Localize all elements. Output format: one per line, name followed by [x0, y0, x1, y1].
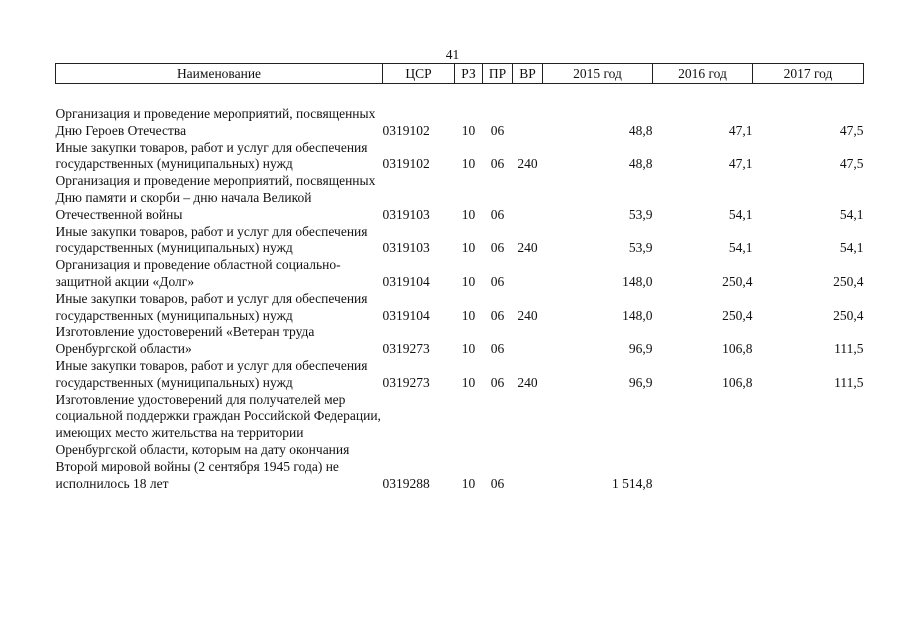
row-2015: 96,9 [628, 374, 653, 390]
row-2017 [753, 392, 864, 493]
row-2016: 47,1 [728, 122, 753, 138]
table-row [56, 358, 864, 392]
row-pr: 06 [490, 206, 505, 222]
row-2016: 47,1 [728, 156, 753, 172]
table-header-row [56, 64, 864, 84]
row-pr: 06 [490, 307, 505, 323]
row-rz: 10 [461, 240, 476, 256]
row-2015: 48,8 [628, 122, 653, 138]
row-2015: 53,9 [628, 206, 653, 222]
row-name: Изготовление удостоверений для получателей мер социальной поддержки граждан Российской Федерации, имеющих место жительства на территории Оренбургской области, которым на дату окончания Второй мировой войны (2 сентября 1945 года) не исполнилось 18 лет [55, 391, 381, 491]
row-rz: 10 [461, 273, 476, 289]
row-2017: 250,4 [833, 307, 864, 323]
row-2017: 54,1 [839, 206, 864, 222]
row-vr: 240 [517, 307, 538, 323]
row-csr: 0319103 [382, 206, 430, 222]
row-name: Иные закупки товаров, работ и услуг для обеспечения государственных (муниципальных) нужд [55, 223, 368, 256]
row-vr: 240 [517, 374, 538, 390]
table-row [56, 324, 864, 358]
row-csr: 0319104 [382, 273, 430, 289]
row-2016: 54,1 [728, 240, 753, 256]
row-pr: 06 [490, 156, 505, 172]
row-vr [513, 106, 543, 140]
table-row [56, 291, 864, 325]
row-vr [513, 324, 543, 358]
row-csr: 0319104 [382, 307, 430, 323]
row-pr: 06 [490, 341, 505, 357]
row-vr: 240 [517, 156, 538, 172]
row-pr: 06 [490, 240, 505, 256]
col-header-2015: 2015 год [543, 64, 653, 84]
row-2015: 148,0 [622, 307, 653, 323]
row-2015: 1 514,8 [612, 475, 653, 491]
row-vr: 240 [517, 240, 538, 256]
row-name: Иные закупки товаров, работ и услуг для обеспечения государственных (муниципальных) нужд [55, 357, 368, 390]
row-vr [513, 392, 543, 493]
col-header-vr: ВР [513, 64, 543, 84]
row-name: Организация и проведение мероприятий, посвященных Дню памяти и скорби – дню начала Великой Отечественной войны [55, 173, 376, 222]
row-2017: 250,4 [833, 273, 864, 289]
row-rz: 10 [461, 374, 476, 390]
col-header-name: Наименование [56, 64, 383, 84]
table-row [56, 392, 864, 493]
row-pr: 06 [490, 122, 505, 138]
row-2015: 96,9 [628, 341, 653, 357]
row-2016 [653, 392, 753, 493]
col-header-rz: РЗ [455, 64, 483, 84]
row-name: Изготовление удостоверений «Ветеран труда Оренбургской области» [55, 324, 315, 357]
row-2015: 148,0 [622, 273, 653, 289]
row-2016: 250,4 [722, 307, 753, 323]
row-rz: 10 [461, 475, 476, 491]
row-2016: 106,8 [722, 374, 753, 390]
row-csr: 0319103 [382, 240, 430, 256]
col-header-pr: ПР [483, 64, 513, 84]
row-rz: 10 [461, 156, 476, 172]
row-2016: 106,8 [722, 341, 753, 357]
row-2017: 111,5 [834, 374, 864, 390]
table-row [56, 140, 864, 174]
row-csr: 0319288 [382, 475, 430, 491]
page-number: 41 [445, 47, 460, 62]
row-csr: 0319273 [382, 341, 430, 357]
row-rz: 10 [461, 206, 476, 222]
row-vr [513, 173, 543, 223]
row-vr [513, 257, 543, 291]
row-rz: 10 [461, 122, 476, 138]
col-header-csr: ЦСР [383, 64, 455, 84]
row-2017: 54,1 [839, 240, 864, 256]
budget-table [55, 63, 864, 492]
row-2015: 53,9 [628, 240, 653, 256]
row-csr: 0319273 [382, 374, 430, 390]
row-name: Организация и проведение областной социально-защитной акции «Долг» [55, 257, 341, 289]
spacer-row [56, 84, 864, 107]
table-row [56, 224, 864, 258]
row-name: Организация и проведение мероприятий, посвященных Дню Героев Отечества [55, 106, 376, 138]
row-2016: 54,1 [728, 206, 753, 222]
row-csr: 0319102 [382, 122, 430, 138]
row-rz: 10 [461, 307, 476, 323]
row-2016: 250,4 [722, 273, 753, 289]
col-header-2016: 2016 год [653, 64, 753, 84]
row-2017: 111,5 [834, 341, 864, 357]
row-rz: 10 [461, 341, 476, 357]
table-row [56, 173, 864, 223]
row-2017: 47,5 [839, 156, 864, 172]
col-header-2017: 2017 год [753, 64, 864, 84]
row-pr: 06 [490, 475, 505, 491]
row-pr: 06 [490, 374, 505, 390]
row-name: Иные закупки товаров, работ и услуг для обеспечения государственных (муниципальных) нужд [55, 290, 368, 323]
row-name: Иные закупки товаров, работ и услуг для обеспечения государственных (муниципальных) нужд [55, 139, 368, 172]
row-2017: 47,5 [839, 122, 864, 138]
table-row [56, 106, 864, 140]
row-2015: 48,8 [628, 156, 653, 172]
table-row [56, 257, 864, 291]
row-csr: 0319102 [382, 156, 430, 172]
row-pr: 06 [490, 273, 505, 289]
